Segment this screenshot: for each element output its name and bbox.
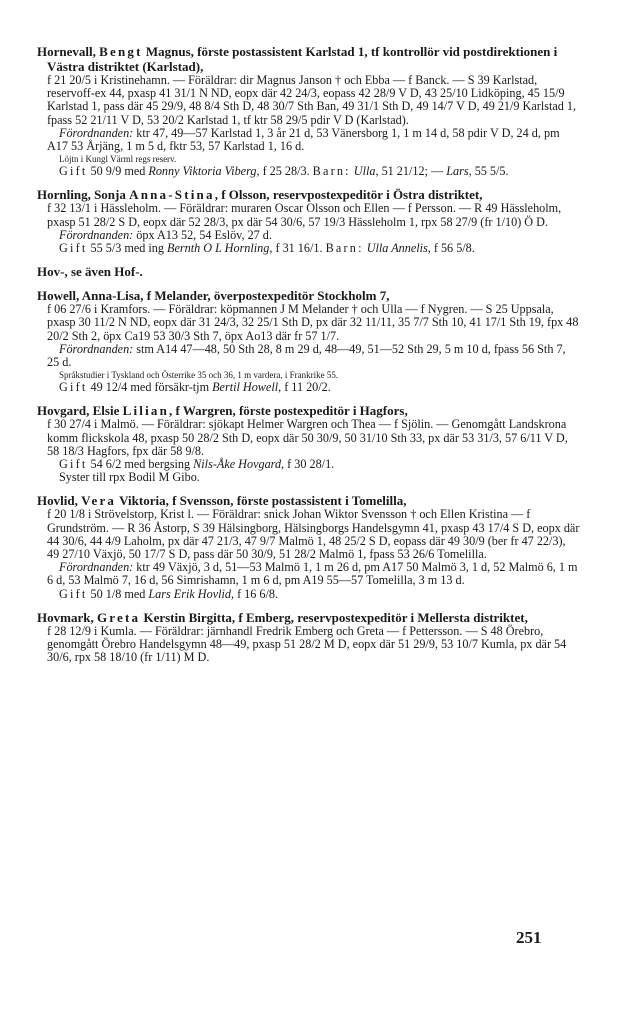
entry-marriage: Gift 55 5/3 med ing Bernth O L Hornling, f 31 16/1. Barn: Ulla Annelis, f 56 5/8. <box>59 241 475 256</box>
entry-biography: f 32 13/1 i Hässleholm. — Föräldrar: muraren Oscar Olsson och Ellen — f Persson. — R 49 Hässleholm, pxasp 51 28/2 S D, eopx där 52 28/3, px där 54 30/6, 57 19/3 Hässleholm 1, rpx 58 27/9 (fr 1/10) Ö D. <box>47 201 562 229</box>
entry-body <box>37 625 580 665</box>
entry-biography: f 20 1/8 i Strövelstorp, Krist l. — Föräldrar: snick Johan Wiktor Svensson † och Ellen Kristina — f Grundström. — R 36 Åstorp, S 39 Hälsingborg, Hälsingborgs Handelsgymn 41, pxasp 43 17/4 S D, eopx där 44 30/6, 44 4/9 Laholm, px där 47 21/3, 47 9/7 Malmö 1, 48 25/2 S D, eopass där 49 30/9 (ber fr 47 22/3), 49 27/10 Växjö, 50 17/7 S D, pass där 50 30/9, 51 28/2 Malmö 1, fpass 53 26/6 Tomelilla. <box>47 507 580 562</box>
entry-marriage: Gift 50 9/9 med Ronny Viktoria Viberg, f 25 28/3. Barn: Ulla, 51 21/12; — Lars, 55 5/5. <box>59 164 509 179</box>
entry-heading: Hornling, Sonja Anna-Stina, f Olsson, reservpostexpeditör i Östra distriktet, <box>37 187 483 203</box>
entry-heading: Howell, Anna-Lisa, f Melander, överpostexpeditör Stockholm 7, <box>37 288 390 304</box>
entry-heading: Hov-, se även Hof-. <box>37 264 143 280</box>
entry-body <box>37 303 580 394</box>
entry-heading: Hovgard, Elsie Lilian, f Wargren, förste postexpeditör i Hagfors, <box>37 403 408 419</box>
entry-marriage: Gift 54 6/2 med bergsing Nils-Åke Hovgard, f 30 28/1. <box>59 457 335 472</box>
entry-appointments: Förordnanden: ktr 47, 49—57 Karlstad 1, 3 år 21 d, 53 Vänersborg 1, 1 m 14 d, 58 pdir V D, 24 d, pm A17 53 Årjäng, 1 m 5 d, fktr 53, 57 Karlstad 1, 16 d. <box>47 125 560 154</box>
entry-hovlid <box>37 493 580 600</box>
entry-biography: f 21 20/5 i Kristinehamn. — Föräldrar: dir Magnus Janson † och Ebba — f Banck. — S 39 Karlstad, reservoff-ex 44, pxasp 41 31/1 N ND, eopx där 42 24/3, eopass 42 28/9 V D, 43 25/10 Lidköping, 45 15/9 Karlstad 1, pass där 45 29/9, 48 8/4 Sth D, 48 30/7 Sth Ban, 49 31/1 Sth D, 49 14/7 V D, 49 21/9 Karlstad 1, fpass 52 21/11 V D, 53 20/2 Karlstad 1, tf ktr 58 29/5 pdir V D (Karlstad). <box>47 73 577 127</box>
entry-body <box>37 508 580 600</box>
entry-heading: Hovlid, Vera Viktoria, f Svensson, förste postassistent i Tomelilla, <box>37 493 407 509</box>
entry-howell <box>37 288 580 394</box>
entry-biography: f 28 12/9 i Kumla. — Föräldrar: järnhandl Fredrik Emberg och Greta — f Pettersson. — S 48 Örebro, genomgått Örebro Handelsgymn 48—49, pxasp 51 28/2 M D, eopx där 51 29/9, 53 10/7 Kumla, px där 54 30/6, rpx 58 18/10 (fr 1/11) M D. <box>47 623 567 665</box>
entry-hornevall <box>37 44 580 178</box>
entry-heading: Hovmark, Greta Kerstin Birgitta, f Emberg, reservpostexpeditör i Mellersta distriktet, <box>37 609 528 625</box>
entry-appointments: Förordnanden: ktr 49 Växjö, 3 d, 51—53 Malmö 1, 1 m 26 d, pm A17 50 Malmö 3, 1 d, 52 Malmö 6, 1 m 6 d, 53 Malmö 7, 16 d, 56 Simrishamn, 1 m 6 d, pm A19 55—57 Tomelilla, 3 m 13 d. <box>47 560 578 588</box>
entry-body <box>37 74 580 178</box>
entry-appointments: Förordnanden: öpx A13 52, 54 Eslöv, 27 d. <box>59 227 272 242</box>
entry-note: Löjtn i Kungl Värml regs reserv. <box>59 154 177 165</box>
entry-appointments: Förordnanden: stm A14 47—48, 50 Sth 28, 8 m 29 d, 48—49, 51—52 Sth 29, 5 m 10 d, fpass 56 Sth 7, 25 d. <box>47 341 566 370</box>
entry-hovgard <box>37 403 580 484</box>
entry-marriage: Gift 49 12/4 med försäkr-tjm Bertil Howell, f 11 20/2. <box>59 380 331 395</box>
entry-hov-crossref <box>37 264 580 279</box>
entry-heading: Hornevall, Bengt Magnus, förste postassistent Karlstad 1, tf kontrollör vid postdirektionen i Västra distriktet (Karlstad), <box>37 44 558 74</box>
page-number: 251 <box>516 928 542 947</box>
entry-body <box>37 418 580 484</box>
entry-hornling <box>37 187 580 255</box>
entry-hovmark <box>37 610 580 665</box>
entry-marriage: Gift 50 1/8 med Lars Erik Hovlid, f 16 6/8. <box>59 586 279 601</box>
entry-body <box>37 202 580 255</box>
entry-note: Språkstudier i Tyskland och Österrike 35 och 36, 1 m vardera, i Frankrike 55. <box>59 370 339 381</box>
entry-biography: f 06 27/6 i Kramfors. — Föräldrar: köpmannen J M Melander † och Ulla — f Nygren. — S 25 Uppsala, pxasp 30 11/2 N ND, eopx där 31 24/3, 32 25/1 Sth D, px där 32 11/11, 35 7/7 Sth 10, 41 17/1 Sth 19, fpx 48 20/2 Sth 2, öpx Ca19 53 30/3 Sth 7, öpx Ao13 där fr 57 1/7. <box>47 302 579 343</box>
entry-biography: f 30 27/4 i Malmö. — Föräldrar: sjökapt Helmer Wargren och Thea — f Sjölin. — Genomgått Landskrona komm flickskola 48, pxasp 50 28/2 Sth D, eopx där 50 30/9, 50 31/10 Sth 33, px där 53 31/3, 57 6/11 V D, 58 18/3 Hagfors, fpx där 58 9/8. <box>47 417 568 458</box>
entry-note: Syster till rpx Bodil M Gibo. <box>59 470 200 485</box>
